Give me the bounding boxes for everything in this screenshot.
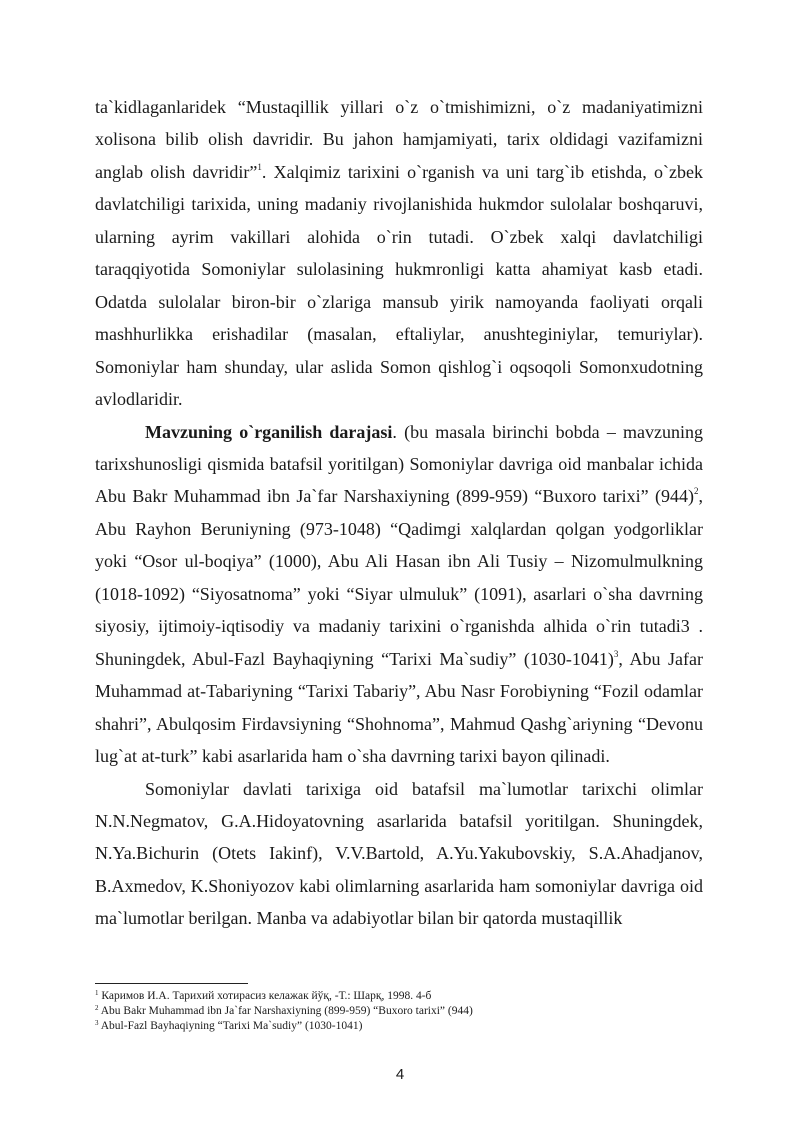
footnote-2: [95, 1004, 703, 1019]
footnote-separator: [95, 983, 248, 984]
document-body: [95, 91, 703, 935]
section-heading: Mavzuning o`rganilish darajasi: [145, 421, 393, 442]
footnote-number: 3: [95, 1019, 99, 1027]
footnote-ref-3: 3: [613, 648, 619, 659]
footnote-ref-1: 1: [257, 161, 262, 172]
footnote-ref-2: 2: [694, 486, 699, 497]
footnote-1: [95, 989, 703, 1004]
page-number: 4: [395, 1066, 405, 1083]
paragraph-2: [95, 416, 703, 773]
footnote-3: [95, 1019, 703, 1034]
paragraph-1: [95, 91, 703, 416]
footnote-text: Abu Bakr Muhammad ibn Ja`far Narshaxiyning (899-959) “Buxoro tarixi” (944): [100, 1005, 473, 1017]
paragraph-2-text-b: , Abu Rayhon Beruniyning (973-1048) “Qadimgi xalqlardan qolgan yodgorliklar yoki “Osor ul-boqiya” (1000), Abu Ali Hasan ibn Ali Tusiy – Nizomulmulkning (1018-1092) “Siyosatnoma” yoki “Siyar ulmuluk” (1091), asarlari o`sha davrning siyosiy, ijtimoiy-iqtisodiy va madaniy tarixini o`rganishda alhida o`rin tutadi3 . Shuningdek, Abul-Fazl Bayhaqiyning “Tarixi Ma`sudiy” (1030-1041): [95, 486, 703, 669]
footnote-text: Каримов И.А. Тарихий хотирасиз келажак йўқ, -Т.: Шарқ, 1998. 4-б: [101, 990, 432, 1002]
paragraph-2-text-c: , Abu Jafar Muhammad at-Tabariyning “Tarixi Tabariy”, Abu Nasr Forobiyning “Fozil odamlar shahri”, Abulqosim Firdavsiyning “Shohnoma”, Mahmud Qashg`ariyning “Devonu lug`at at-turk” kabi asarlarida ham o`sha davrning tarixi bayon qilinadi.: [95, 648, 703, 767]
footnote-number: 1: [95, 989, 99, 997]
paragraph-1-text-b: . Xalqimiz tarixini o`rganish va uni targ`ib etishda, o`zbek davlatchiligi tarixida, uning madaniy rivojlanishida hukmdor sulolalar boshqaruvi, ularning ayrim vakillari alohida o`rin tutadi. O`zbek xalqi davlatchiligi taraqqiyotida Somoniylar sulolasining hukmronligi katta ahamiyat kasb etadi. Odatda sulolalar biron-bir o`zlariga mansub yirik namoyanda faoliyati orqali mashhurlikka erishadilar (masalan, eftaliylar, anushteginiylar, temuriylar). Somoniylar ham shunday, ular aslida Somon qishlog`i oqsoqoli Somonxudotning avlodlaridir.: [95, 161, 703, 410]
footnotes: [95, 989, 703, 1034]
paragraph-3: Somoniylar davlati tarixiga oid batafsil ma`lumotlar tarixchi olimlar N.N.Negmatov, G.A.Hidoyatovning asarlarida batafsil yoritilgan. Shuningdek, N.Ya.Bichurin (Otets Iakinf), V.V.Bartold, A.Yu.Yakubovskiy, S.A.Ahadjanov, B.Axmedov, K.Shoniyozov kabi olimlarning asarlarida ham somoniylar davriga oid ma`lumotlar berilgan. Manba va adabiyotlar bilan bir qatorda mustaqillik: [95, 778, 703, 929]
footnote-number: 2: [95, 1004, 99, 1012]
paragraph-2-text-a: . (bu masala birinchi bobda – mavzuning tarixshunosligi qismida batafsil yoritilgan) Somoniylar davriga oid manbalar ichida Abu Bakr Muhammad ibn Ja`far Narshaxiyning (899-959) “Buxoro tarixi” (944): [95, 421, 703, 507]
paragraph-1-text-a: ta`kidlaganlaridek “Mustaqillik yillari o`z o`tmishimizni, o`z madaniyatimizni xolisona bilib olish davridir. Bu jahon hamjamiyati, tarix oldidagi vazifamizni anglab olish davridir”: [95, 97, 703, 182]
footnote-text: Abul-Fazl Bayhaqiyning “Tarixi Ma`sudiy” (1030-1041): [100, 1020, 363, 1032]
